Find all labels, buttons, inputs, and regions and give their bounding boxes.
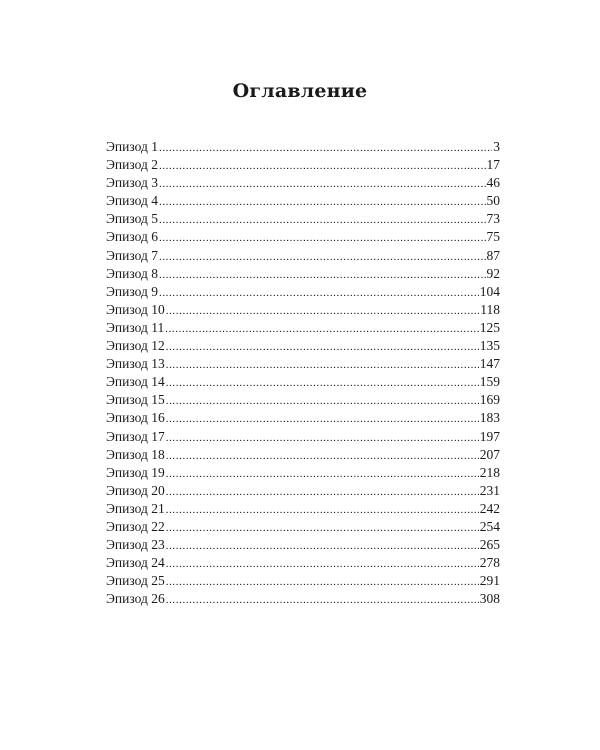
toc-entry[interactable] — [106, 590, 500, 608]
toc-dot-leader — [166, 302, 480, 320]
toc-entry-page: 125 — [479, 319, 500, 335]
toc-dot-leader — [159, 284, 479, 302]
toc-dot-leader — [166, 338, 479, 356]
toc-entry-page: 118 — [480, 301, 500, 317]
toc-entry[interactable] — [106, 482, 500, 500]
toc-entry[interactable] — [106, 409, 500, 427]
toc-entry-label: Эпизод 26 — [106, 591, 165, 607]
toc-dot-leader — [166, 392, 479, 410]
toc-entry-page: 278 — [479, 555, 500, 571]
toc-dot-leader — [159, 211, 486, 229]
toc-entry[interactable] — [106, 138, 500, 156]
toc-dot-leader — [166, 483, 479, 501]
toc-dot-leader — [166, 410, 479, 428]
table-of-contents — [106, 138, 500, 608]
toc-entry-label: Эпизод 8 — [106, 265, 158, 281]
toc-dot-leader — [165, 320, 479, 338]
toc-entry-label: Эпизод 24 — [106, 555, 165, 571]
toc-entry-page: 135 — [479, 338, 500, 354]
toc-entry[interactable] — [106, 355, 500, 373]
toc-entry-page: 75 — [486, 229, 500, 245]
toc-entry-label: Эпизод 3 — [106, 175, 158, 191]
toc-entry[interactable] — [106, 373, 500, 391]
toc-dot-leader — [159, 139, 492, 157]
toc-entry[interactable] — [106, 554, 500, 572]
toc-dot-leader — [166, 374, 479, 392]
toc-entry[interactable] — [106, 446, 500, 464]
toc-entry[interactable] — [106, 247, 500, 265]
toc-entry-label: Эпизод 18 — [106, 446, 165, 462]
toc-entry-page: 50 — [486, 193, 500, 209]
toc-dot-leader — [166, 591, 479, 609]
toc-entry[interactable] — [106, 536, 500, 554]
toc-entry-page: 308 — [479, 591, 500, 607]
toc-entry-page: 159 — [479, 374, 500, 390]
toc-entry-page: 218 — [479, 464, 500, 480]
toc-dot-leader — [159, 266, 486, 284]
toc-entry[interactable] — [106, 265, 500, 283]
toc-entry-label: Эпизод 15 — [106, 392, 165, 408]
toc-dot-leader — [166, 519, 479, 537]
toc-dot-leader — [166, 501, 479, 519]
toc-entry-label: Эпизод 25 — [106, 573, 165, 589]
toc-entry-label: Эпизод 12 — [106, 338, 165, 354]
toc-entry[interactable] — [106, 174, 500, 192]
toc-entry-page: 73 — [486, 211, 500, 227]
toc-entry[interactable] — [106, 283, 500, 301]
toc-dot-leader — [166, 573, 479, 591]
toc-entry[interactable] — [106, 301, 500, 319]
toc-entry[interactable] — [106, 156, 500, 174]
toc-entry-label: Эпизод 6 — [106, 229, 158, 245]
toc-dot-leader — [166, 465, 479, 483]
toc-entry-page: 3 — [493, 139, 500, 154]
toc-dot-leader — [166, 555, 479, 573]
toc-entry-label: Эпизод 9 — [106, 283, 158, 299]
toc-dot-leader — [159, 229, 486, 247]
toc-entry-page: 147 — [479, 356, 500, 372]
toc-dot-leader — [159, 157, 486, 175]
toc-entry-page: 265 — [479, 537, 500, 553]
toc-entry[interactable] — [106, 337, 500, 355]
toc-entry[interactable] — [106, 391, 500, 409]
toc-entry-label: Эпизод 10 — [106, 301, 165, 317]
toc-entry-label: Эпизод 2 — [106, 157, 158, 173]
toc-dot-leader — [159, 175, 486, 193]
toc-entry-page: 242 — [479, 500, 500, 516]
toc-entry-label: Эпизод 17 — [106, 428, 165, 444]
toc-entry-page: 231 — [479, 482, 500, 498]
toc-entry[interactable] — [106, 210, 500, 228]
toc-entry-page: 197 — [479, 428, 500, 444]
toc-entry-page: 92 — [486, 265, 500, 281]
toc-dot-leader — [159, 248, 486, 266]
toc-entry-page: 207 — [479, 446, 500, 462]
toc-entry-page: 87 — [486, 247, 500, 263]
toc-entry-page: 104 — [479, 283, 500, 299]
toc-dot-leader — [166, 356, 479, 374]
toc-entry-label: Эпизод 1 — [106, 139, 158, 154]
toc-entry-label: Эпизод 7 — [106, 247, 158, 263]
toc-entry[interactable] — [106, 192, 500, 210]
toc-entry-page: 254 — [479, 518, 500, 534]
toc-entry[interactable] — [106, 319, 500, 337]
toc-entry-label: Эпизод 21 — [106, 500, 165, 516]
toc-entry-label: Эпизод 5 — [106, 211, 158, 227]
toc-entry-label: Эпизод 16 — [106, 410, 165, 426]
toc-dot-leader — [159, 193, 486, 211]
toc-entry-label: Эпизод 13 — [106, 356, 165, 372]
toc-entry-label: Эпизод 11 — [106, 319, 165, 335]
toc-entry-label: Эпизод 4 — [106, 193, 158, 209]
toc-entry[interactable] — [106, 428, 500, 446]
toc-entry[interactable] — [106, 572, 500, 590]
toc-entry-label: Эпизод 23 — [106, 537, 165, 553]
toc-entry-label: Эпизод 20 — [106, 482, 165, 498]
toc-entry[interactable] — [106, 464, 500, 482]
toc-entry-label: Эпизод 22 — [106, 518, 165, 534]
toc-entry[interactable] — [106, 500, 500, 518]
toc-entry-label: Эпизод 19 — [106, 464, 165, 480]
toc-dot-leader — [166, 429, 479, 447]
toc-entry-page: 183 — [479, 410, 500, 426]
toc-entry-page: 291 — [479, 573, 500, 589]
toc-dot-leader — [166, 447, 479, 465]
toc-entry[interactable] — [106, 518, 500, 536]
toc-entry-page: 46 — [486, 175, 500, 191]
toc-entry-label: Эпизод 14 — [106, 374, 165, 390]
toc-entry-page: 169 — [479, 392, 500, 408]
page-title: Оглавление — [232, 80, 368, 102]
toc-entry-page: 17 — [486, 157, 500, 173]
toc-dot-leader — [166, 537, 479, 555]
toc-entry[interactable] — [106, 228, 500, 246]
